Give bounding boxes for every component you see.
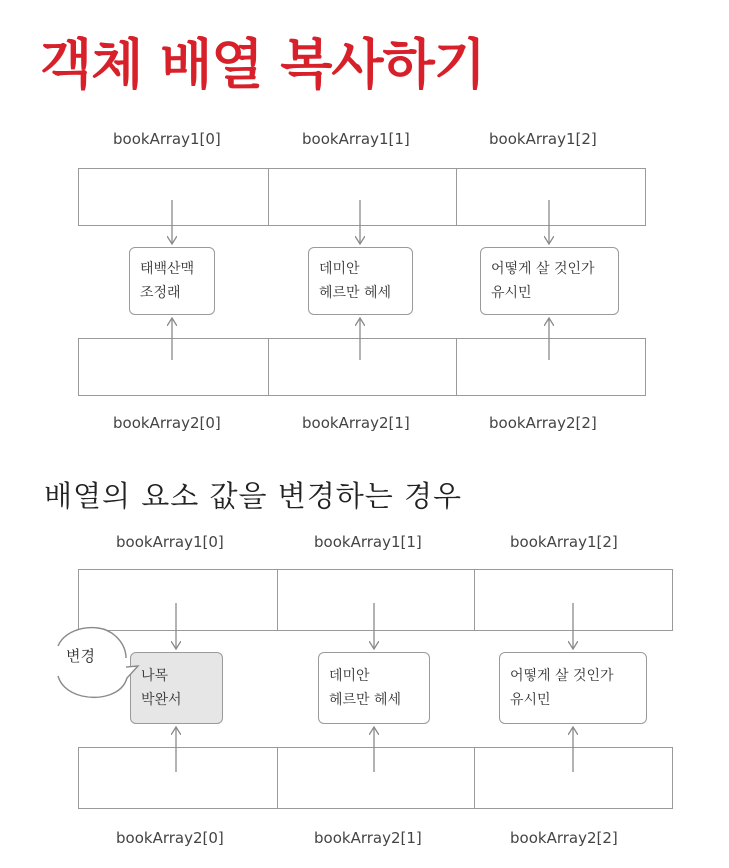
d2-bottom-label-2: bookArray2[2]: [510, 829, 618, 847]
d2-book-2-title: 어떻게 살 것인가: [510, 668, 614, 684]
d1-book-0-title: 태백산맥: [140, 261, 195, 277]
d1-book-0-author: 조정래: [140, 285, 181, 301]
d1-book-2-author: 유시민: [491, 285, 532, 301]
d2-top-label-1: bookArray1[1]: [314, 533, 422, 551]
d1-book-2-title: 어떻게 살 것인가: [491, 261, 595, 277]
change-callout: 변경: [66, 647, 95, 665]
d1-top-label-0: bookArray1[0]: [113, 130, 221, 148]
d1-top-label-2: bookArray1[2]: [489, 130, 597, 148]
d2-book-2-author: 유시민: [510, 692, 551, 708]
d2-bottom-label-0: bookArray2[0]: [116, 829, 224, 847]
d2-book-0-author: 박완서: [141, 692, 182, 708]
d2-book-0-title: 나목: [141, 668, 169, 684]
d2-book-1-title: 데미안: [329, 668, 370, 684]
d2-top-label-2: bookArray1[2]: [510, 533, 618, 551]
d1-bottom-label-1: bookArray2[1]: [302, 414, 410, 432]
d2-bottom-label-1: bookArray2[1]: [314, 829, 422, 847]
section-subtitle: 배열의 요소 값을 변경하는 경우: [44, 479, 463, 513]
d2-book-1-author: 헤르만 헤세: [329, 692, 402, 708]
d1-bottom-label-2: bookArray2[2]: [489, 414, 597, 432]
page-title: 객체 배열 복사하기: [40, 33, 485, 96]
d1-bottom-label-0: bookArray2[0]: [113, 414, 221, 432]
d1-book-1-title: 데미안: [319, 261, 360, 277]
d1-top-label-1: bookArray1[1]: [302, 130, 410, 148]
d1-book-1-author: 헤르만 헤세: [319, 285, 392, 301]
d2-top-label-0: bookArray1[0]: [116, 533, 224, 551]
